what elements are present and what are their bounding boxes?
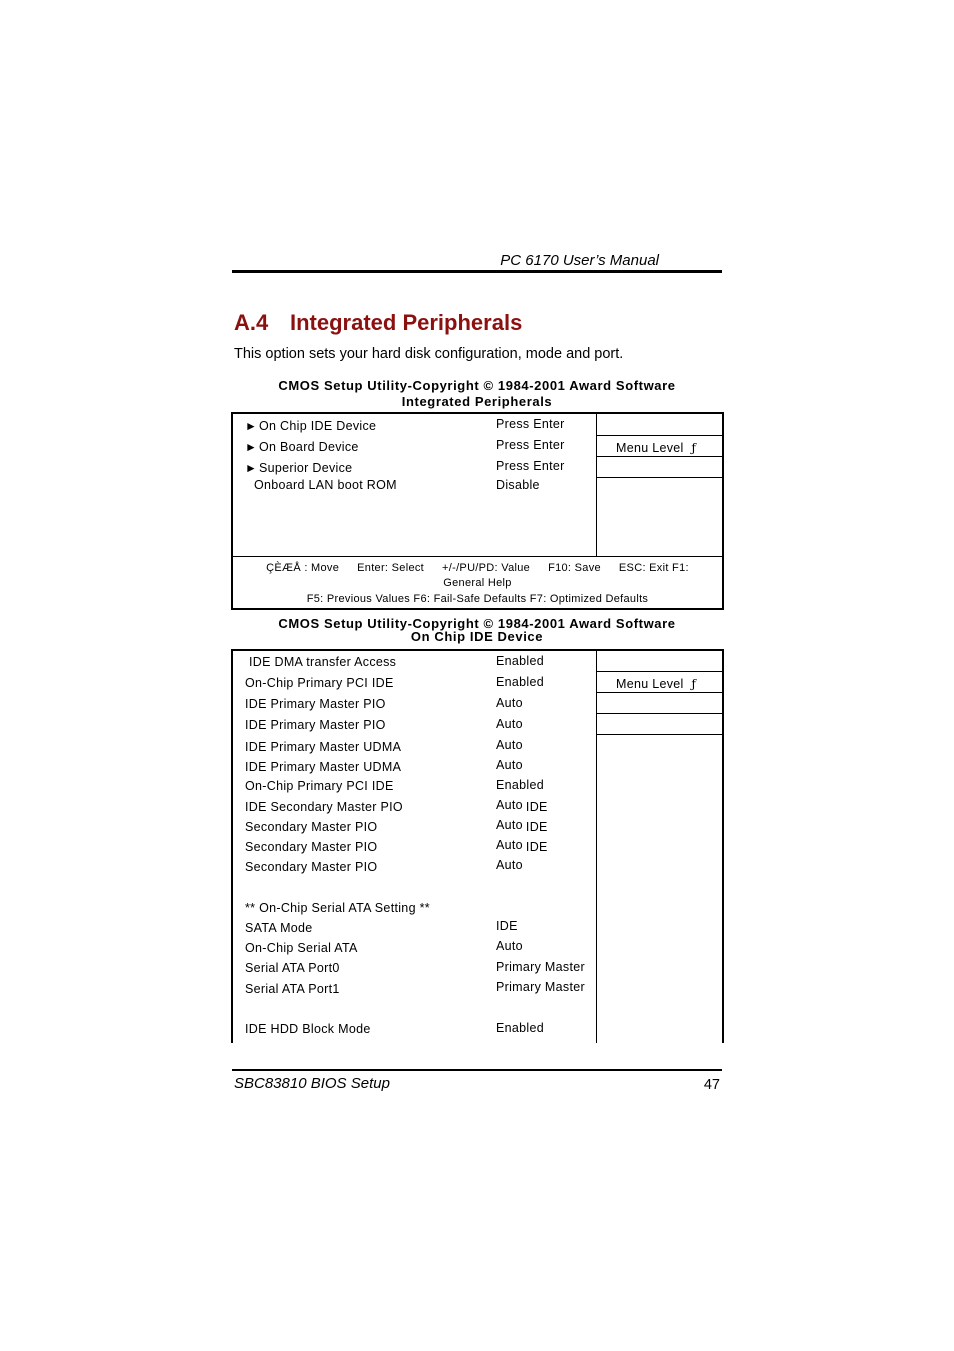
section-heading xyxy=(234,310,522,336)
menu-item-value: Press Enter xyxy=(496,459,565,473)
panel1-keys-divider xyxy=(233,556,722,557)
setting-value[interactable] xyxy=(496,818,548,832)
setting-ide-secondary-master-pio[interactable]: IDE Secondary Master PIO xyxy=(245,800,403,814)
menu-level-label xyxy=(616,676,696,691)
submenu-arrow-icon: ► xyxy=(245,440,258,454)
setting-serial-ata-port0[interactable]: Serial ATA Port0 xyxy=(245,961,340,975)
panel1-caption-copyright: CMOS Setup Utility-Copyright © 1984-2001 Award Software xyxy=(278,378,676,393)
page-number: 47 xyxy=(703,1077,720,1093)
setting-on-chip-primary-pci-ide[interactable]: On-Chip Primary PCI IDE xyxy=(245,676,394,690)
menu-level-label xyxy=(616,440,696,455)
setting-value[interactable] xyxy=(496,798,548,812)
setting-value[interactable]: Enabled xyxy=(496,1021,544,1035)
section-label-serial-ata: ** On-Chip Serial ATA Setting ** xyxy=(245,901,430,915)
help-line xyxy=(597,477,722,478)
menu-level-icon: ƒ xyxy=(691,676,697,691)
menu-item-on-chip-ide-device[interactable] xyxy=(245,419,376,433)
panel2-divider xyxy=(596,651,597,1043)
section-intro: This option sets your hard disk configuration, mode and port. xyxy=(234,346,624,362)
menu-item-superior-device[interactable] xyxy=(245,461,352,475)
menu-item-on-board-device[interactable] xyxy=(245,440,359,454)
submenu-arrow-icon: ► xyxy=(245,461,258,475)
key-general-help: General Help xyxy=(443,577,512,589)
menu-level-text: Menu Level xyxy=(616,441,684,455)
bios-panel-on-chip-ide-device xyxy=(231,649,724,1043)
setting-value-suffix: IDE xyxy=(525,820,548,834)
setting-secondary-master-pio[interactable]: Secondary Master PIO xyxy=(245,840,378,854)
menu-item-value: Press Enter xyxy=(496,438,565,452)
menu-item-value[interactable]: Disable xyxy=(496,478,540,492)
menu-item-label: On Board Device xyxy=(259,440,359,454)
setting-value[interactable]: Primary Master xyxy=(496,960,585,974)
help-line xyxy=(597,435,722,436)
panel1-caption-title: Integrated Peripherals xyxy=(401,394,553,409)
setting-value[interactable]: Enabled xyxy=(496,675,544,689)
header-rule xyxy=(232,270,722,273)
setting-value[interactable]: Auto xyxy=(496,758,523,772)
setting-value[interactable]: Enabled xyxy=(496,654,544,668)
footer-rule xyxy=(232,1069,722,1071)
help-line xyxy=(597,692,722,693)
key-value: +/-/PU/PD: Value xyxy=(442,562,531,574)
setting-value[interactable]: Auto xyxy=(496,696,523,710)
help-line xyxy=(597,713,722,714)
key-select: Enter: Select xyxy=(357,562,425,574)
setting-value[interactable]: Auto xyxy=(496,939,523,953)
menu-item-label: Superior Device xyxy=(259,461,353,475)
setting-ide-primary-master-pio[interactable]: IDE Primary Master PIO xyxy=(245,697,386,711)
setting-serial-ata-port1[interactable]: Serial ATA Port1 xyxy=(245,982,340,996)
setting-sata-mode[interactable]: SATA Mode xyxy=(245,921,313,935)
setting-ide-primary-master-pio[interactable]: IDE Primary Master PIO xyxy=(245,718,386,732)
setting-value[interactable] xyxy=(496,838,548,852)
help-line xyxy=(597,456,722,457)
setting-ide-dma-transfer-access[interactable]: IDE DMA transfer Access xyxy=(249,655,397,669)
setting-ide-hdd-block-mode[interactable]: IDE HDD Block Mode xyxy=(245,1022,371,1036)
help-line xyxy=(597,671,722,672)
setting-value-text: Auto xyxy=(496,818,523,832)
menu-item-onboard-lan-boot-rom[interactable] xyxy=(254,478,397,492)
setting-ide-primary-master-udma[interactable]: IDE Primary Master UDMA xyxy=(245,760,402,774)
menu-item-label: Onboard LAN boot ROM xyxy=(254,478,397,492)
menu-level-icon: ƒ xyxy=(691,440,697,455)
setting-value[interactable]: Enabled xyxy=(496,778,544,792)
setting-value[interactable]: Auto xyxy=(496,717,523,731)
menu-item-value: Press Enter xyxy=(496,417,565,431)
setting-value-text: Auto xyxy=(496,798,523,812)
key-move: ÇÈÆÅ : Move xyxy=(266,562,340,574)
key-legend xyxy=(233,562,722,574)
help-line xyxy=(597,734,722,735)
panel2-caption-copyright: CMOS Setup Utility-Copyright © 1984-2001 Award Software xyxy=(278,616,676,631)
menu-level-text: Menu Level xyxy=(616,677,684,691)
key-defaults: F5: Previous Values F6: Fail-Safe Defaults F7: Optimized Defaults xyxy=(306,593,649,605)
setting-secondary-master-pio[interactable]: Secondary Master PIO xyxy=(245,860,378,874)
manual-title: PC 6170 User’s Manual xyxy=(500,252,659,269)
section-number: A.4 xyxy=(234,310,269,335)
key-exit: ESC: Exit F1: xyxy=(618,562,689,574)
menu-item-label: On Chip IDE Device xyxy=(259,419,377,433)
setting-secondary-master-pio[interactable]: Secondary Master PIO xyxy=(245,820,378,834)
setting-value[interactable]: Auto xyxy=(496,858,523,872)
setting-on-chip-primary-pci-ide[interactable]: On-Chip Primary PCI IDE xyxy=(245,779,394,793)
setting-value-suffix: IDE xyxy=(525,840,548,854)
setting-value[interactable]: Auto xyxy=(496,738,523,752)
submenu-arrow-icon: ► xyxy=(245,419,258,433)
footer-title: SBC83810 BIOS Setup xyxy=(234,1075,390,1092)
key-save: F10: Save xyxy=(548,562,601,574)
bios-panel-integrated-peripherals xyxy=(231,412,724,610)
setting-value[interactable]: IDE xyxy=(496,919,518,933)
setting-value[interactable]: Primary Master xyxy=(496,980,585,994)
setting-ide-primary-master-udma[interactable]: IDE Primary Master UDMA xyxy=(245,740,402,754)
section-title: Integrated Peripherals xyxy=(290,310,523,335)
setting-value-suffix: IDE xyxy=(525,800,548,814)
setting-on-chip-serial-ata[interactable]: On-Chip Serial ATA xyxy=(245,941,358,955)
setting-value-text: Auto xyxy=(496,838,523,852)
panel2-caption-title: On Chip IDE Device xyxy=(410,629,544,644)
